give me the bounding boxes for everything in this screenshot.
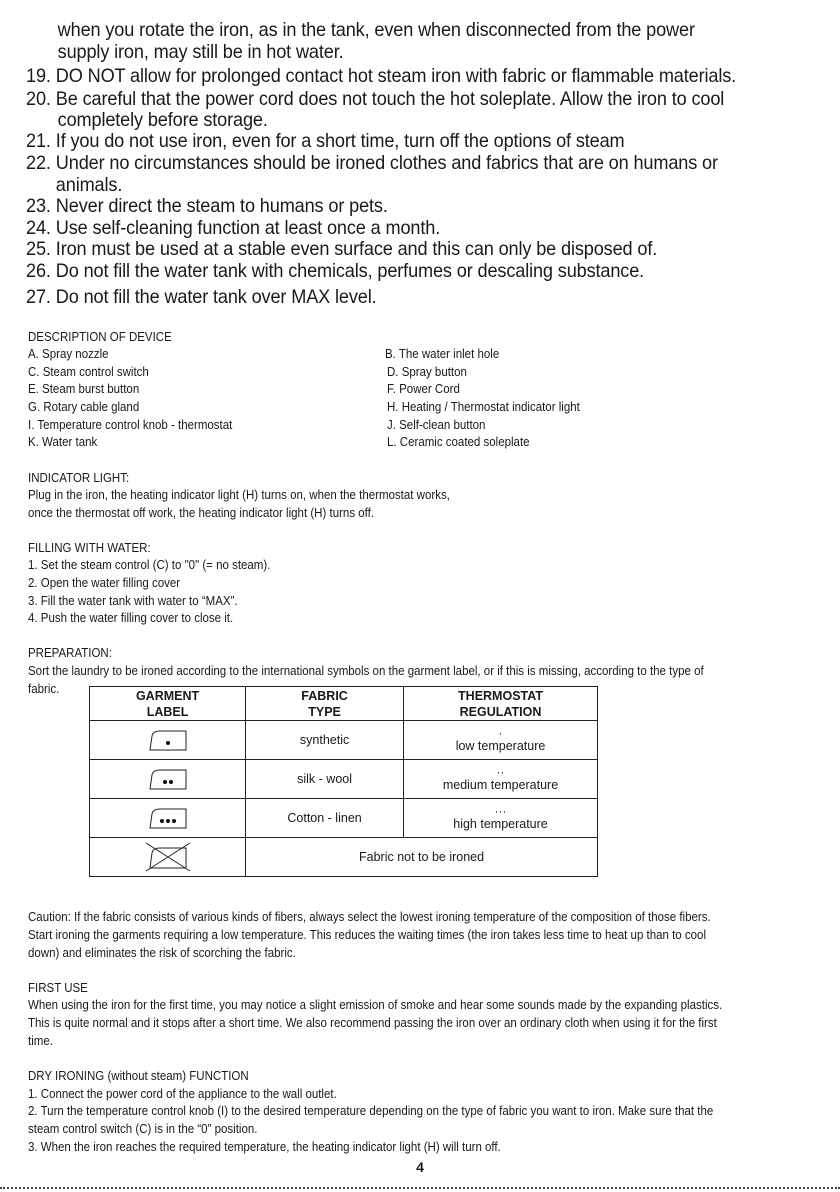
preparation-line: fabric.	[28, 682, 60, 696]
fabric-type: Cotton - linen	[246, 799, 404, 838]
ironing-symbol-table	[89, 686, 598, 877]
part-i: I. Temperature control knob - thermostat	[28, 418, 233, 432]
filling-step: 1. Set the steam control (C) to "0" (= no steam).	[28, 558, 271, 572]
safety-line: when you rotate the iron, as in the tank, even when disconnected from the power	[57, 19, 695, 41]
part-l: L. Ceramic coated soleplate	[387, 435, 530, 449]
part-k: K. Water tank	[28, 435, 98, 449]
indicator-line: Plug in the iron, the heating indicator light (H) turns on, when the thermostat works,	[28, 488, 450, 502]
safety-item-26: 26. Do not fill the water tank with chemicals, perfumes or descaling substance.	[26, 260, 645, 282]
first-use-line: When using the iron for the first time, you may notice a slight emission of smoke and hear some sounds made by the expanding plastics.	[28, 998, 723, 1012]
safety-item-21: 21. If you do not use iron, even for a short time, turn off the options of steam	[26, 130, 625, 152]
table-header-row	[90, 687, 598, 721]
first-use-line: time.	[28, 1034, 53, 1048]
iron-one-dot-icon	[90, 721, 246, 760]
filling-step: 4. Push the water filling cover to close it.	[28, 611, 234, 625]
description-heading: DESCRIPTION OF DEVICE	[28, 330, 172, 344]
safety-line: animals.	[55, 174, 123, 196]
iron-two-dot-icon	[90, 760, 246, 799]
table-row	[90, 760, 598, 799]
part-b: B. The water inlet hole	[385, 347, 500, 361]
filling-step: 3. Fill the water tank with water to “MAX”.	[28, 594, 238, 608]
caution-line: down) and eliminates the risk of scorching the fabric.	[28, 946, 296, 960]
fabric-type: silk - wool	[246, 760, 404, 799]
iron-three-dot-icon	[90, 799, 246, 838]
temperature-cell: ·· medium temperature	[404, 760, 598, 799]
caution-line: Start ironing the garments requiring a low temperature. This reduces the waiting times (the iron takes less time to heat up than to cool	[28, 928, 706, 942]
temperature-cell: · low temperature	[404, 721, 598, 760]
filling-step: 2. Open the water filling cover	[28, 576, 181, 590]
first-use-heading: FIRST USE	[28, 981, 88, 995]
safety-item-22: 22. Under no circumstances should be ironed clothes and fabrics that are on humans or	[26, 152, 718, 174]
safety-item-19: 19. DO NOT allow for prolonged contact hot steam iron with fabric or flammable materials.	[26, 65, 737, 87]
safety-item-23: 23. Never direct the steam to humans or pets.	[26, 195, 388, 217]
safety-line: supply iron, may still be in hot water.	[57, 41, 344, 63]
safety-item-27: 27. Do not fill the water tank over MAX level.	[26, 286, 377, 308]
garment-label-header: GARMENT LABEL	[90, 687, 246, 721]
part-c: C. Steam control switch	[28, 365, 149, 379]
part-d: D. Spray button	[387, 365, 467, 379]
dry-ironing-line: 3. When the iron reaches the required temperature, the heating indicator light (H) will turn off.	[28, 1140, 501, 1154]
table-row	[90, 838, 598, 877]
part-g: G. Rotary cable gland	[28, 400, 140, 414]
not-ironed-cell: Fabric not to be ironed	[246, 838, 598, 877]
part-h: H. Heating / Thermostat indicator light	[387, 400, 580, 414]
page-number: 4	[416, 1159, 424, 1175]
indicator-heading: INDICATOR LIGHT:	[28, 471, 130, 485]
part-j: J. Self-clean button	[387, 418, 486, 432]
table-row	[90, 721, 598, 760]
caution-line: Caution: If the fabric consists of various kinds of fibers, always select the lowest ironing temperature of the composition of those fibers.	[28, 910, 711, 924]
part-e: E. Steam burst button	[28, 382, 140, 396]
dry-ironing-line: 2. Turn the temperature control knob (I) to the desired temperature depending on the type of fabric you want to iron. Make sure that the	[28, 1104, 714, 1118]
dry-ironing-line: 1. Connect the power cord of the appliance to the wall outlet.	[28, 1087, 337, 1101]
thermostat-header: THERMOSTAT REGULATION	[404, 687, 598, 721]
safety-item-25: 25. Iron must be used at a stable even surface and this can only be disposed of.	[26, 238, 658, 260]
indicator-line: once the thermostat off work, the heating indicator light (H) turns off.	[28, 506, 375, 520]
table-row	[90, 799, 598, 838]
part-f: F. Power Cord	[387, 382, 460, 396]
iron-crossed-out-icon	[90, 838, 246, 877]
fabric-type-header: FABRIC TYPE	[246, 687, 404, 721]
dry-ironing-line: steam control switch (C) is in the “0” position.	[28, 1122, 258, 1136]
filling-heading: FILLING WITH WATER:	[28, 541, 151, 555]
safety-item-24: 24. Use self-cleaning function at least once a month.	[26, 217, 441, 239]
temperature-cell: ··· high temperature	[404, 799, 598, 838]
dry-ironing-heading: DRY IRONING (without steam) FUNCTION	[28, 1069, 249, 1083]
footer-divider	[0, 1187, 840, 1189]
fabric-type: synthetic	[246, 721, 404, 760]
preparation-line: Sort the laundry to be ironed according to the international symbols on the garment label, or if this is missing, according to the type of	[28, 664, 704, 678]
preparation-heading: PREPARATION:	[28, 646, 112, 660]
part-a: A. Spray nozzle	[28, 347, 109, 361]
safety-line: completely before storage.	[57, 109, 268, 131]
safety-item-20: 20. Be careful that the power cord does not touch the hot soleplate. Allow the iron to cool	[26, 88, 725, 110]
first-use-line: This is quite normal and it stops after a short time. We also recommend passing the iron over an ordinary cloth when using it for the first	[28, 1016, 717, 1030]
